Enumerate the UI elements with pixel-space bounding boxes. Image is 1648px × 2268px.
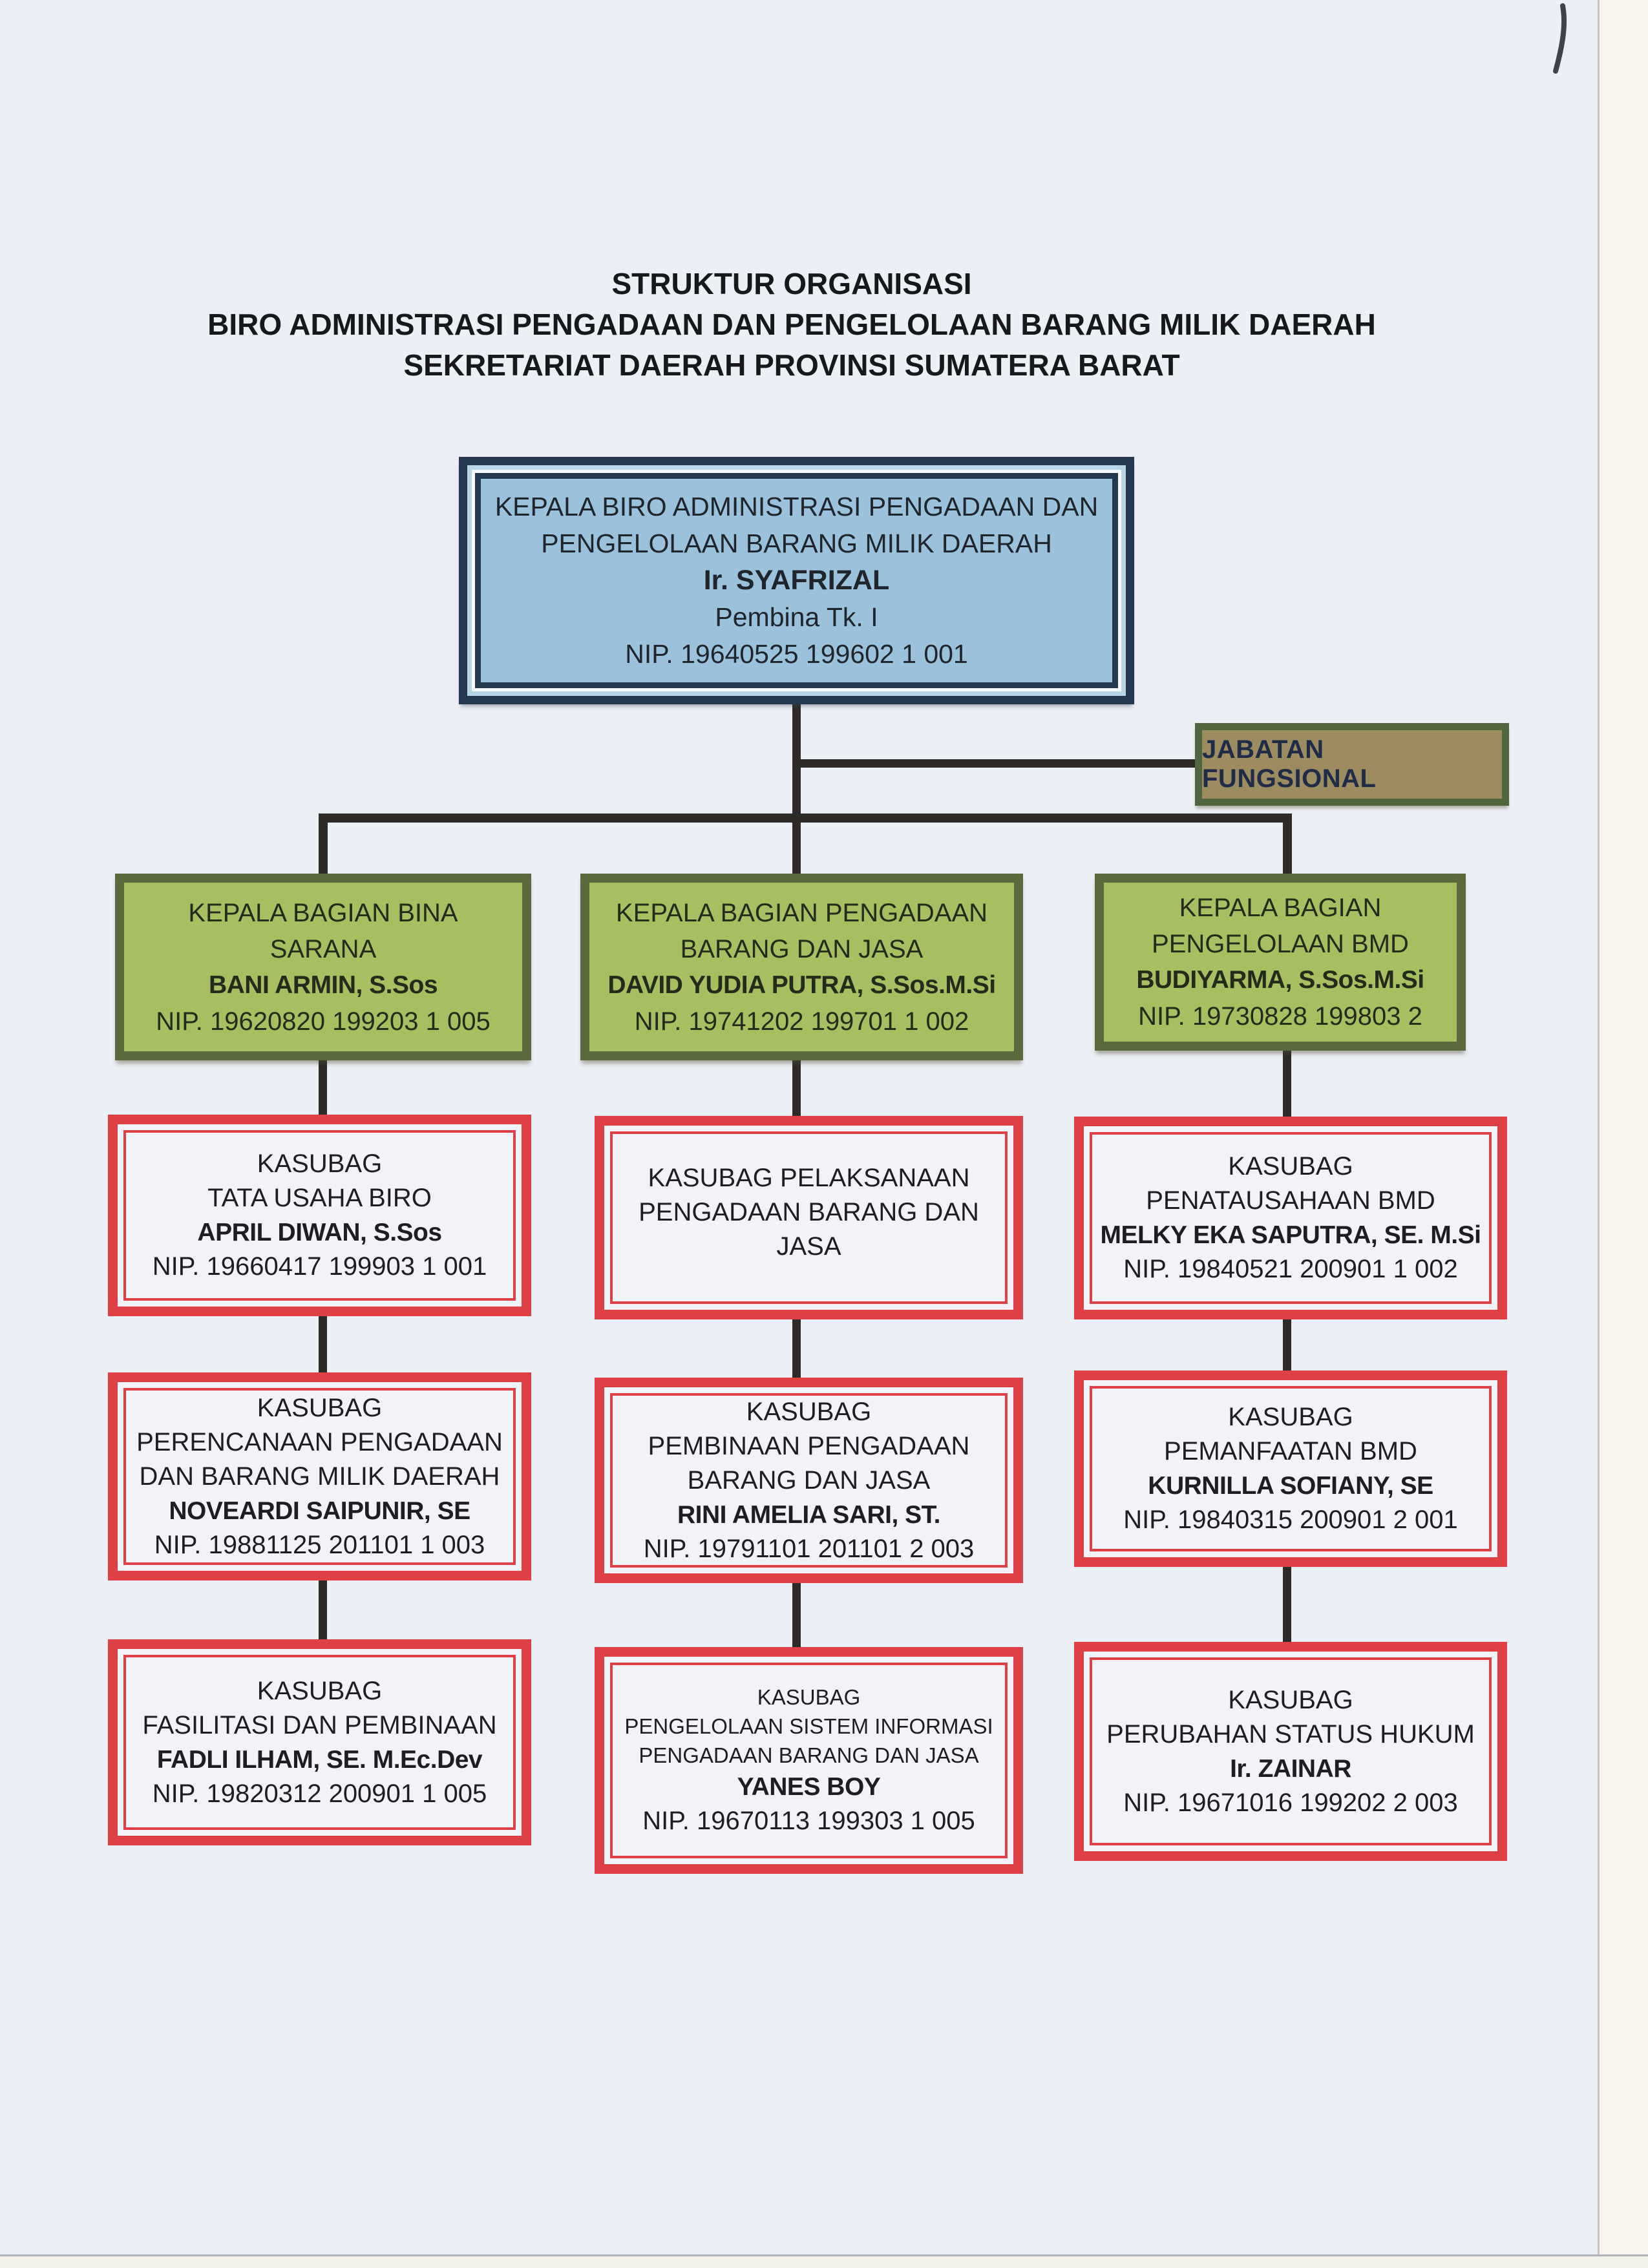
org-box-kasubag-pembinaan-pengadaan [595,1378,1023,1583]
position-title: KASUBAG [257,1676,383,1705]
org-box-kasubag-perubahan-status-hukum [1074,1642,1507,1861]
position-title: PERUBAHAN STATUS HUKUM [1106,1719,1475,1748]
position-title: FASILITASI DAN PEMBINAAN [142,1710,497,1739]
position-title: KASUBAG [757,1685,861,1709]
position-title: PENGELOLAAN SISTEM INFORMASI [624,1714,993,1738]
title-line-2: BIRO ADMINISTRASI PENGADAAN DAN PENGELOLAAN BARANG MILIK DAERAH [207,308,1376,341]
person-nip: NIP. 19670113 199303 1 005 [642,1807,975,1835]
person-name: APRIL DIWAN, S.Sos [197,1219,442,1246]
position-title: KEPALA BAGIAN BINA [188,898,458,927]
position-title: PENATAUSAHAAN BMD [1146,1186,1435,1215]
org-box-kasubag-penatausahaan-bmd [1074,1117,1507,1319]
person-nip: NIP. 19640525 199602 1 001 [625,639,968,669]
functional-label: JABATAN FUNGSIONAL [1202,735,1377,793]
connector-functional-branch [796,759,1197,768]
org-box-kasubag-pelaksanaan-pengadaan [595,1116,1023,1319]
org-box-kasubag-pemanfaatan-bmd [1074,1370,1507,1567]
position-title: PENGADAAN BARANG DAN JASA [639,1198,979,1261]
position-title: PERENCANAAN PENGADAAN [136,1427,503,1456]
person-nip: NIP. 19741202 199701 1 002 [634,1007,969,1036]
document-title [0,264,1583,386]
connector-col1-row2 [319,1315,327,1375]
position-title: TATA USAHA BIRO [207,1184,432,1212]
person-nip: NIP. 19840315 200901 2 001 [1123,1506,1458,1534]
org-box-jabatan-fungsional [1195,723,1509,806]
person-name: YANES BOY [737,1773,881,1801]
connector-drop-left [319,814,328,877]
position-title: KASUBAG [746,1397,872,1426]
position-title: PENGELOLAAN BARANG MILIK DAERAH [541,529,1052,558]
position-title: PENGADAAN BARANG DAN JASA [639,1743,979,1767]
position-title: KEPALA BIRO ADMINISTRASI PENGADAAN DAN [494,492,1099,521]
position-title: SARANA [269,934,377,963]
connector-drop-right [1283,814,1292,877]
connector-col1-row1 [319,1059,327,1117]
connector-col2-row1 [792,1059,801,1118]
connector-main-bar [319,814,1292,823]
person-name: BUDIYARMA, S.Sos.M.Si [1136,966,1424,994]
position-title: KASUBAG [257,1393,383,1422]
person-nip: NIP. 19660417 199903 1 001 [152,1252,487,1281]
connector-col2-row3 [792,1582,801,1650]
position-title: KASUBAG [257,1150,383,1178]
connector-col2-row2 [792,1318,801,1380]
org-box-kasubag-tata-usaha [108,1115,531,1316]
scan-edge-right [1598,0,1648,2268]
position-title: KASUBAG [1228,1152,1353,1181]
connector-drop-center [792,814,801,877]
person-name: Ir. ZAINAR [1230,1754,1351,1783]
position-title: DAN BARANG MILIK DAERAH [139,1462,500,1491]
person-name: DAVID YUDIA PUTRA, S.Sos.M.Si [607,971,996,999]
person-name: NOVEARDI SAIPUNIR, SE [169,1496,470,1525]
org-box-kepala-biro [459,457,1134,704]
person-nip: NIP. 19881125 201101 1 003 [154,1530,485,1559]
position-title: KEPALA BAGIAN PENGADAAN [615,898,988,927]
position-title: KEPALA BAGIAN [1179,894,1382,922]
org-box-kepala-bagian-bina-sarana [115,874,531,1060]
connector-col3-row2 [1283,1318,1291,1373]
org-box-kepala-bagian-pengadaan [580,874,1023,1060]
org-box-kasubag-fasilitasi-pembinaan [108,1639,531,1845]
title-line-3: SEKRETARIAT DAERAH PROVINSI SUMATERA BARAT [403,348,1180,382]
person-name: Ir. SYAFRIZAL [703,565,890,596]
org-box-kepala-bagian-pengelolaan-bmd [1095,874,1466,1051]
person-nip: NIP. 19820312 200901 1 005 [152,1779,487,1808]
position-title: PENGELOLAAN BMD [1152,930,1409,958]
position-title: BARANG DAN JASA [680,934,924,963]
title-line-1: STRUKTUR ORGANISASI [611,267,972,300]
person-nip: NIP. 19730828 199803 2 [1138,1002,1422,1031]
person-name: RINI AMELIA SARI, ST. [677,1500,940,1529]
person-name: KURNILLA SOFIANY, SE [1148,1472,1433,1500]
org-box-kasubag-pengelolaan-sistem-informasi [595,1647,1023,1874]
scan-edge-bottom [0,2254,1648,2268]
pen-tick-mark [1546,3,1574,75]
person-name: BANI ARMIN, S.Sos [208,971,438,999]
position-title: KASUBAG [1228,1403,1353,1431]
connector-col3-row1 [1283,1049,1291,1119]
person-rank: Pembina Tk. I [715,602,878,632]
org-box-kasubag-perencanaan-pengadaan [108,1372,531,1580]
person-name: MELKY EKA SAPUTRA, SE. M.Si [1100,1221,1481,1249]
person-nip: NIP. 19671016 199202 2 003 [1123,1788,1458,1817]
position-title: KASUBAG [1228,1685,1353,1714]
person-name: FADLI ILHAM, SE. M.Ec.Dev [156,1745,483,1774]
connector-col1-row3 [319,1579,327,1642]
person-nip: NIP. 19620820 199203 1 005 [156,1007,491,1036]
position-title: PEMANFAATAN BMD [1164,1437,1417,1465]
position-title: PEMBINAAN PENGADAAN [648,1431,970,1460]
connector-col3-row3 [1283,1566,1291,1644]
position-title: KASUBAG PELAKSANAAN [648,1164,970,1192]
person-nip: NIP. 19791101 201101 2 003 [643,1534,975,1563]
position-title: BARANG DAN JASA [687,1465,931,1495]
person-nip: NIP. 19840521 200901 1 002 [1123,1255,1458,1283]
